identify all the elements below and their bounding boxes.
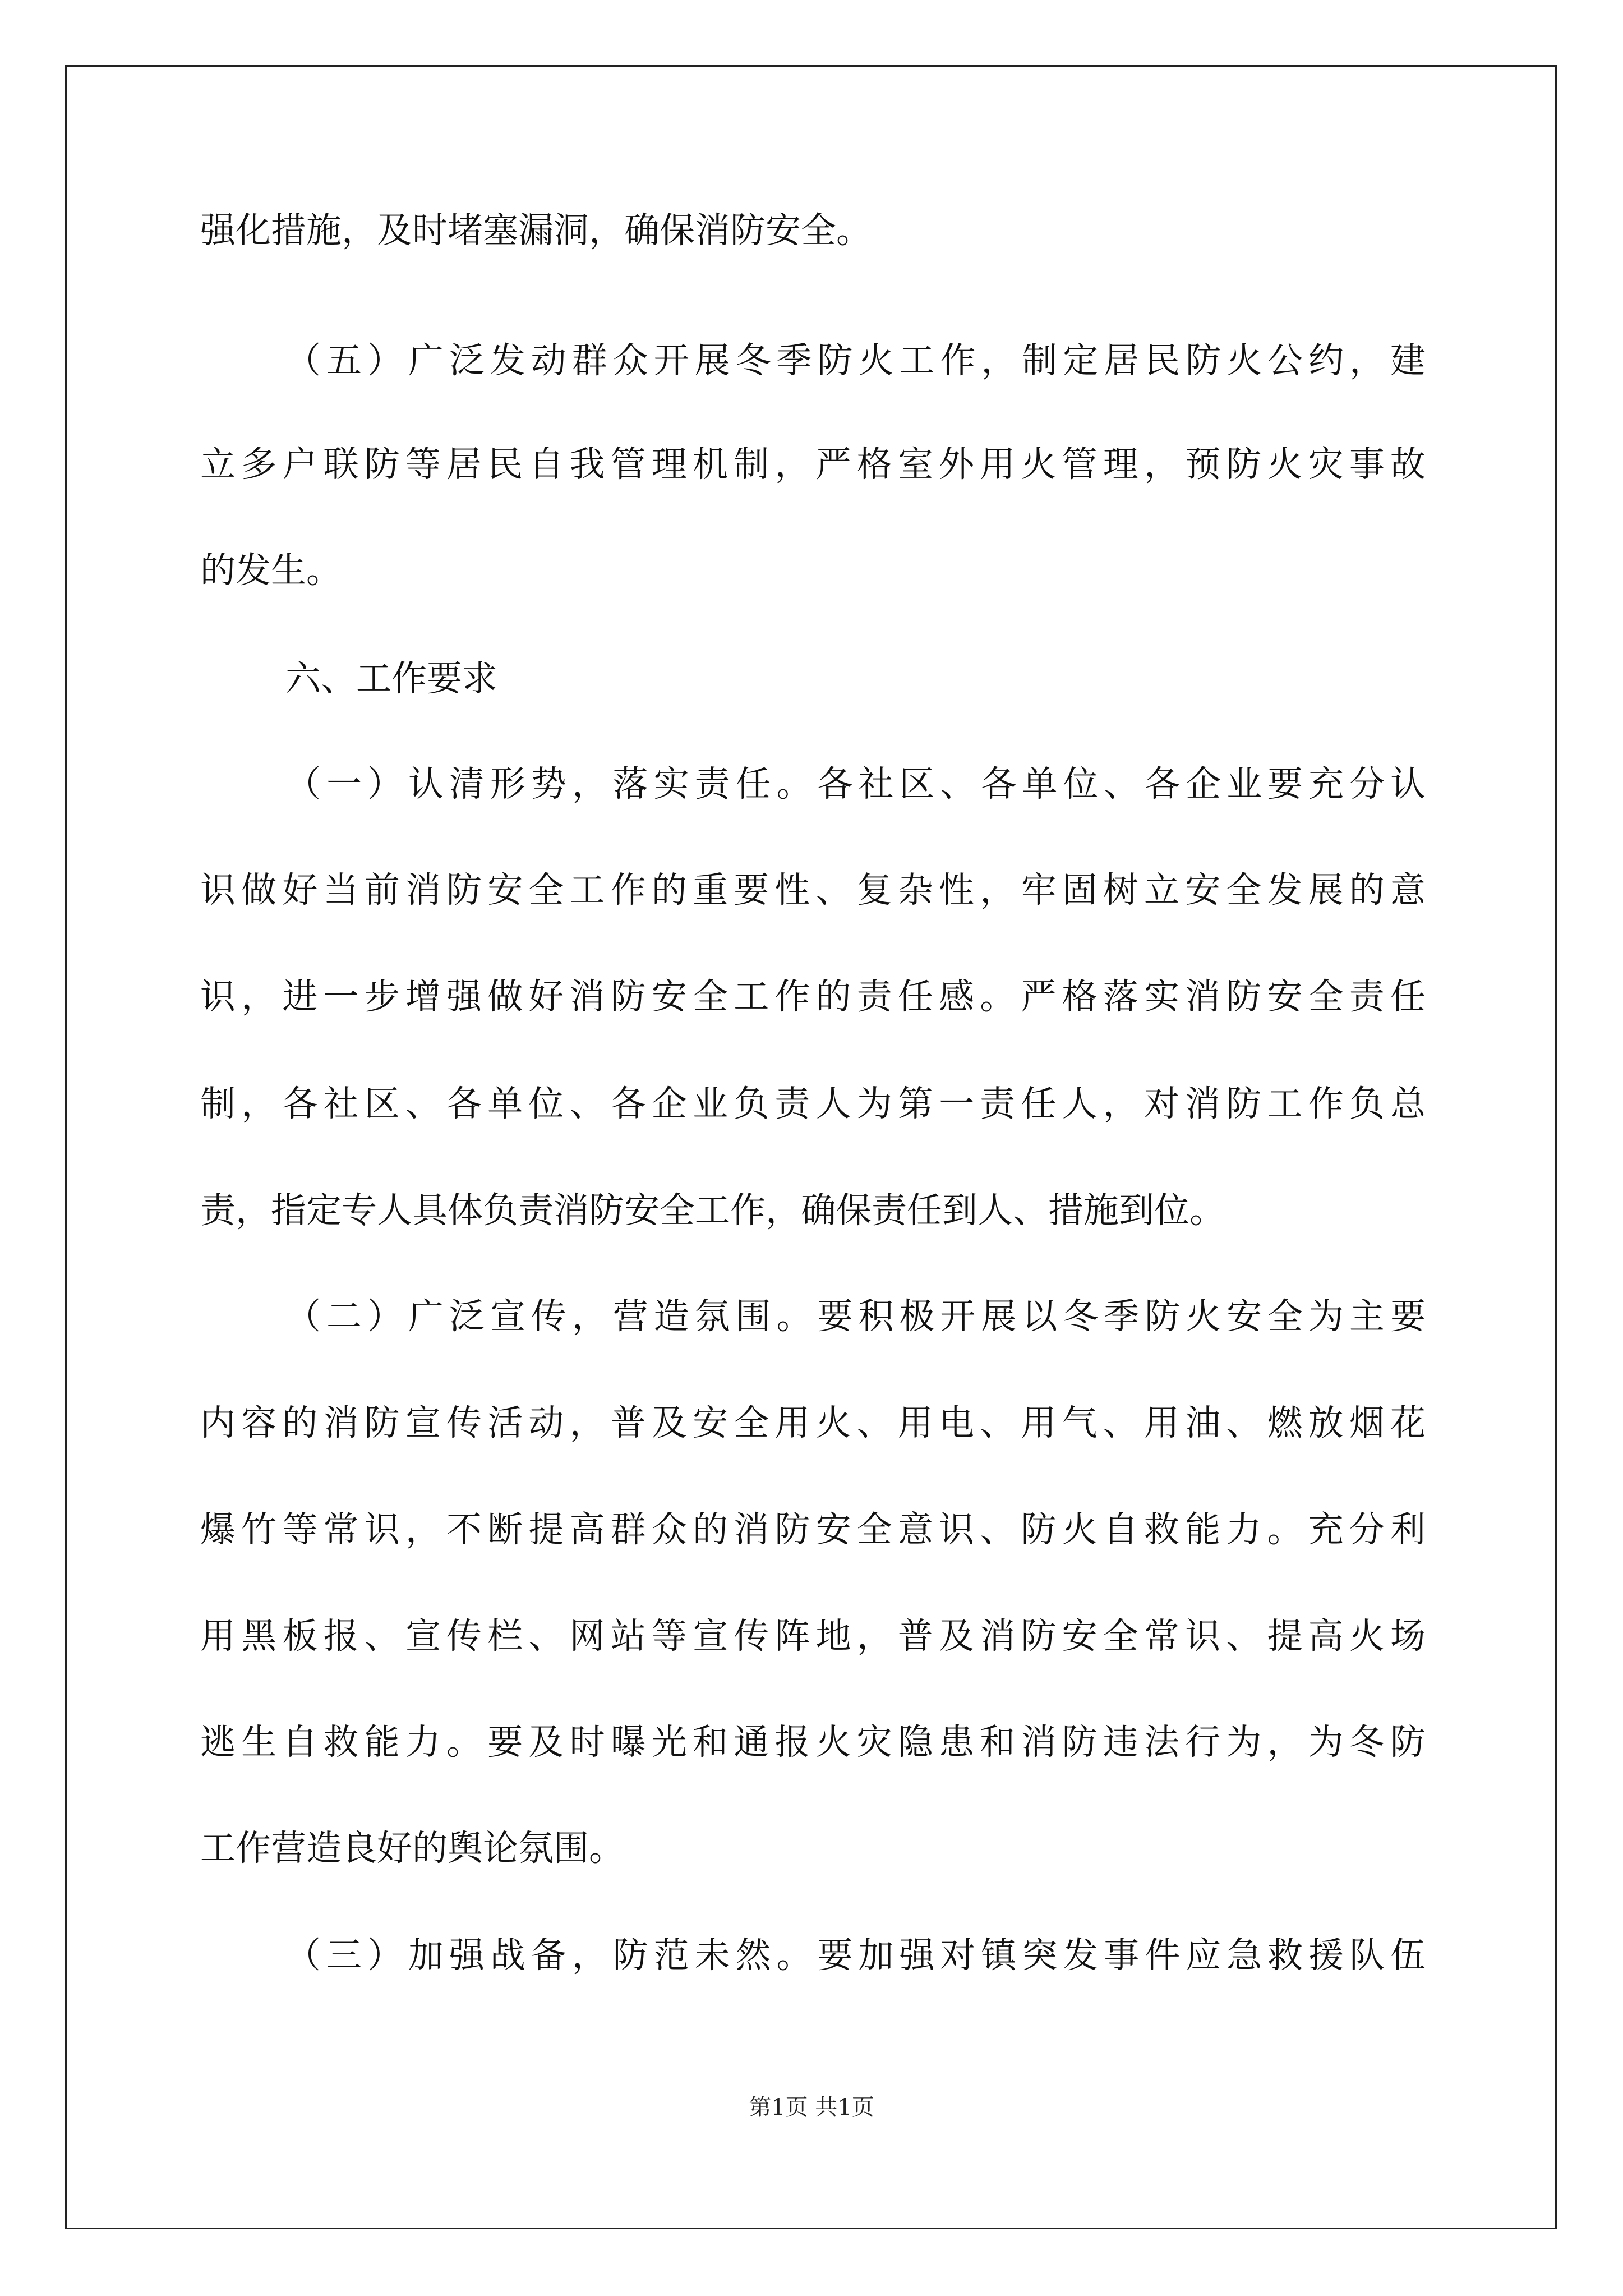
paragraph-line: 内容的消防宣传活动，普及安全用火、用电、用气、用油、燃放烟花 bbox=[200, 1402, 1426, 1443]
paragraph-line: 制，各社区、各单位、各企业负责人为第一责任人，对消防工作负总 bbox=[200, 1083, 1426, 1124]
paragraph-line: 工作营造良好的舆论氛围。 bbox=[200, 1828, 624, 1869]
section-heading: 六、工作要求 bbox=[285, 658, 497, 699]
paragraph-line: （一）认清形势，落实责任。各社区、各单位、各企业要充分认 bbox=[285, 763, 1426, 804]
paragraph-line: 用黑板报、宣传栏、网站等宣传阵地，普及消防安全常识、提高火场 bbox=[200, 1616, 1426, 1657]
paragraph-line: 逃生自救能力。要及时曝光和通报火灾隐患和消防违法行为，为冬防 bbox=[200, 1722, 1426, 1763]
paragraph-line: 爆竹等常识，不断提高群众的消防安全意识、防火自救能力。充分利 bbox=[200, 1509, 1426, 1550]
paragraph-line: 识做好当前消防安全工作的重要性、复杂性，牢固树立安全发展的意 bbox=[200, 869, 1426, 910]
paragraph-line: （三）加强战备，防范未然。要加强对镇突发事件应急救援队伍 bbox=[285, 1935, 1426, 1976]
paragraph-line: 的发生。 bbox=[200, 550, 342, 591]
paragraph-line: 责，指定专人具体负责消防安全工作，确保责任到人、措施到位。 bbox=[200, 1190, 1225, 1231]
page-border bbox=[65, 65, 1557, 2229]
paragraph-line: 识，进一步增强做好消防安全工作的责任感。严格落实消防安全责任 bbox=[200, 976, 1426, 1017]
paragraph-line: 立多户联防等居民自我管理机制，严格室外用火管理，预防火灾事故 bbox=[200, 444, 1426, 485]
paragraph-line: （五）广泛发动群众开展冬季防火工作，制定居民防火公约，建 bbox=[285, 340, 1426, 381]
paragraph-line: 强化措施，及时堵塞漏洞，确保消防安全。 bbox=[200, 210, 872, 251]
page-number-footer: 第1页 共1页 bbox=[749, 2095, 874, 2120]
paragraph-line: （二）广泛宣传，营造氛围。要积极开展以冬季防火安全为主要 bbox=[285, 1296, 1426, 1337]
